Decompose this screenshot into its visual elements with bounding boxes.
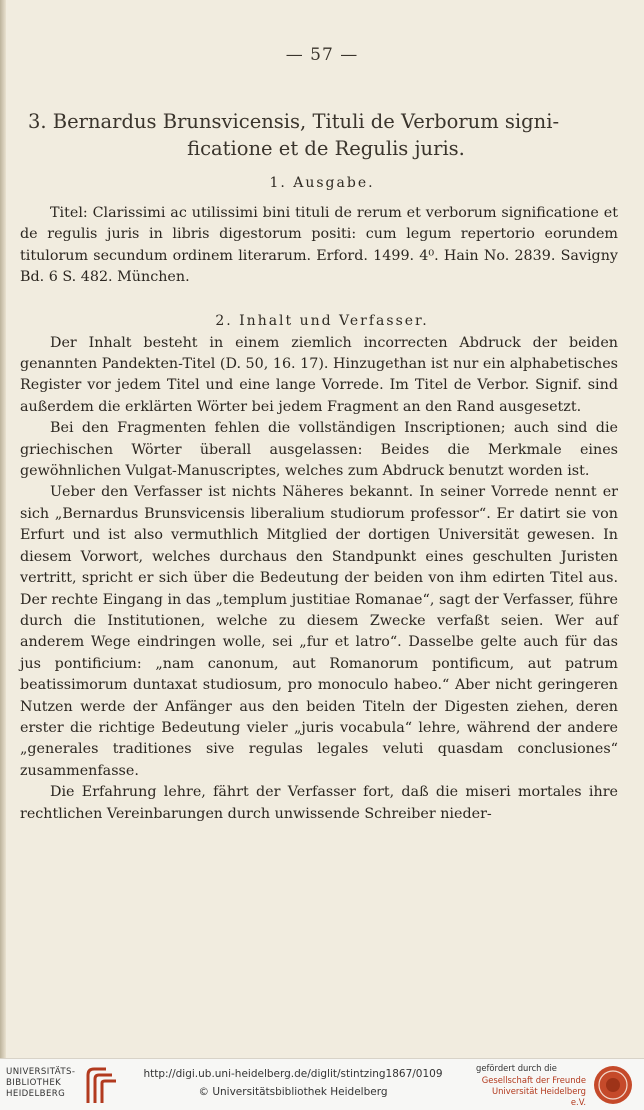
subheading-edition: 1. Ausgabe. — [269, 175, 375, 191]
sponsor-name: Gesellschaft der Freunde Universität Heidelberg e.V. — [481, 1075, 586, 1107]
paragraph-experience: Die Erfahrung lehre, fährt der Verfasser fort, daß die miseri mortales ihre rechtlichen Vereinbarungen durch unwissende Schreiber nieder- — [20, 784, 618, 822]
section-title-line2: ficatione et de Regulis juris. — [187, 137, 465, 160]
footer-url-link[interactable]: http://digi.ub.uni-heidelberg.de/diglit/stintzing1867/0109 — [143, 1068, 443, 1080]
university-seal-icon — [591, 1064, 635, 1106]
footer-bar — [0, 1058, 644, 1110]
paragraph-author: Ueber den Verfasser ist nichts Näheres bekannt. In seiner Vorrede nennt er sich „Bernardus Brunsvicensis liberalium studiorum professor“. Er datirt sie von Erfurt und ist also vermuthlich Mitglied der dortigen Universität gewesen. In diesem Vorwort, welches durchaus den Standpunkt eines geschulten Juristen vertritt, spricht er sich über die Bedeutung der beiden von ihm edirten Titel aus. Der rechte Eingang in das „templum justitiae Romanae“, sagt der Verfasser, führe durch die Institutionen, welche zu diesem Zwecke verfaßt seien. Wer auf anderem Wege eindringen wolle, sei „fur et latro“. Dasselbe gelte auch für das jus pontificium: „nam canonum, aut Romanorum pontificum, aut patrum beatissimorum duntaxat studiosum, pro monoculo habeo.“ Aber nicht geringeren Nutzen werde der Anfänger aus den beiden Titeln der Digesten ziehen, deren erster die richtige Bedeutung vieler „juris vocabula“ lehre, während der andere „generales traditiones sive regulas legales veluti quasdam conclusiones“ zusammenfasse. — [20, 484, 618, 779]
paragraph-title-info: Titel: Clarissimi ac utilissimi bini tituli de rerum et verborum significatione et de regulis juris in libris digestorum positi: cum legum repertorio eorundem titulorum secundum ordinem literarum. Erford. 1499. 4⁰. Hain No. 2839. Savigny Bd. 6 S. 482. München. — [20, 205, 618, 286]
paragraph-fragments: Bei den Fragmenten fehlen die vollständigen Inscriptionen; auch sind die griechischen Wörter überall ausgelassen: Beides die Merkmale eines gewöhnlichen Vulgat-Manuscriptes, welches zum Abdruck benutzt worden ist. — [20, 420, 618, 480]
footer-copyright: © Universitätsbibliothek Heidelberg — [198, 1086, 388, 1098]
section-title-line1: 3. Bernardus Brunsvicensis, Tituli de Verborum signi- — [28, 110, 560, 133]
sponsor-label: gefördert durch die — [476, 1063, 557, 1073]
paragraph-content: Der Inhalt besteht in einem ziemlich incorrecten Abdruck der beiden genannten Pandekten-Titel (D. 50, 16. 17). Hinzugethan ist nur ein alphabetisches Register vor jedem Titel und eine lange Vorrede. Im Titel de Verbor. Signif. sind außerdem die erklärten Wörter bei jedem Fragment an den Rand ausgesetzt. — [20, 334, 618, 415]
body-text — [20, 203, 618, 825]
page-number: — 57 — — [285, 45, 359, 65]
library-logo-icon — [84, 1065, 118, 1105]
section-title — [28, 108, 624, 162]
library-name: UNIVERSITÄTS- BIBLIOTHEK HEIDELBERG — [6, 1067, 76, 1099]
subheading-content-author: 2. Inhalt und Verfasser. — [215, 313, 429, 329]
scan-edge — [0, 0, 6, 1058]
